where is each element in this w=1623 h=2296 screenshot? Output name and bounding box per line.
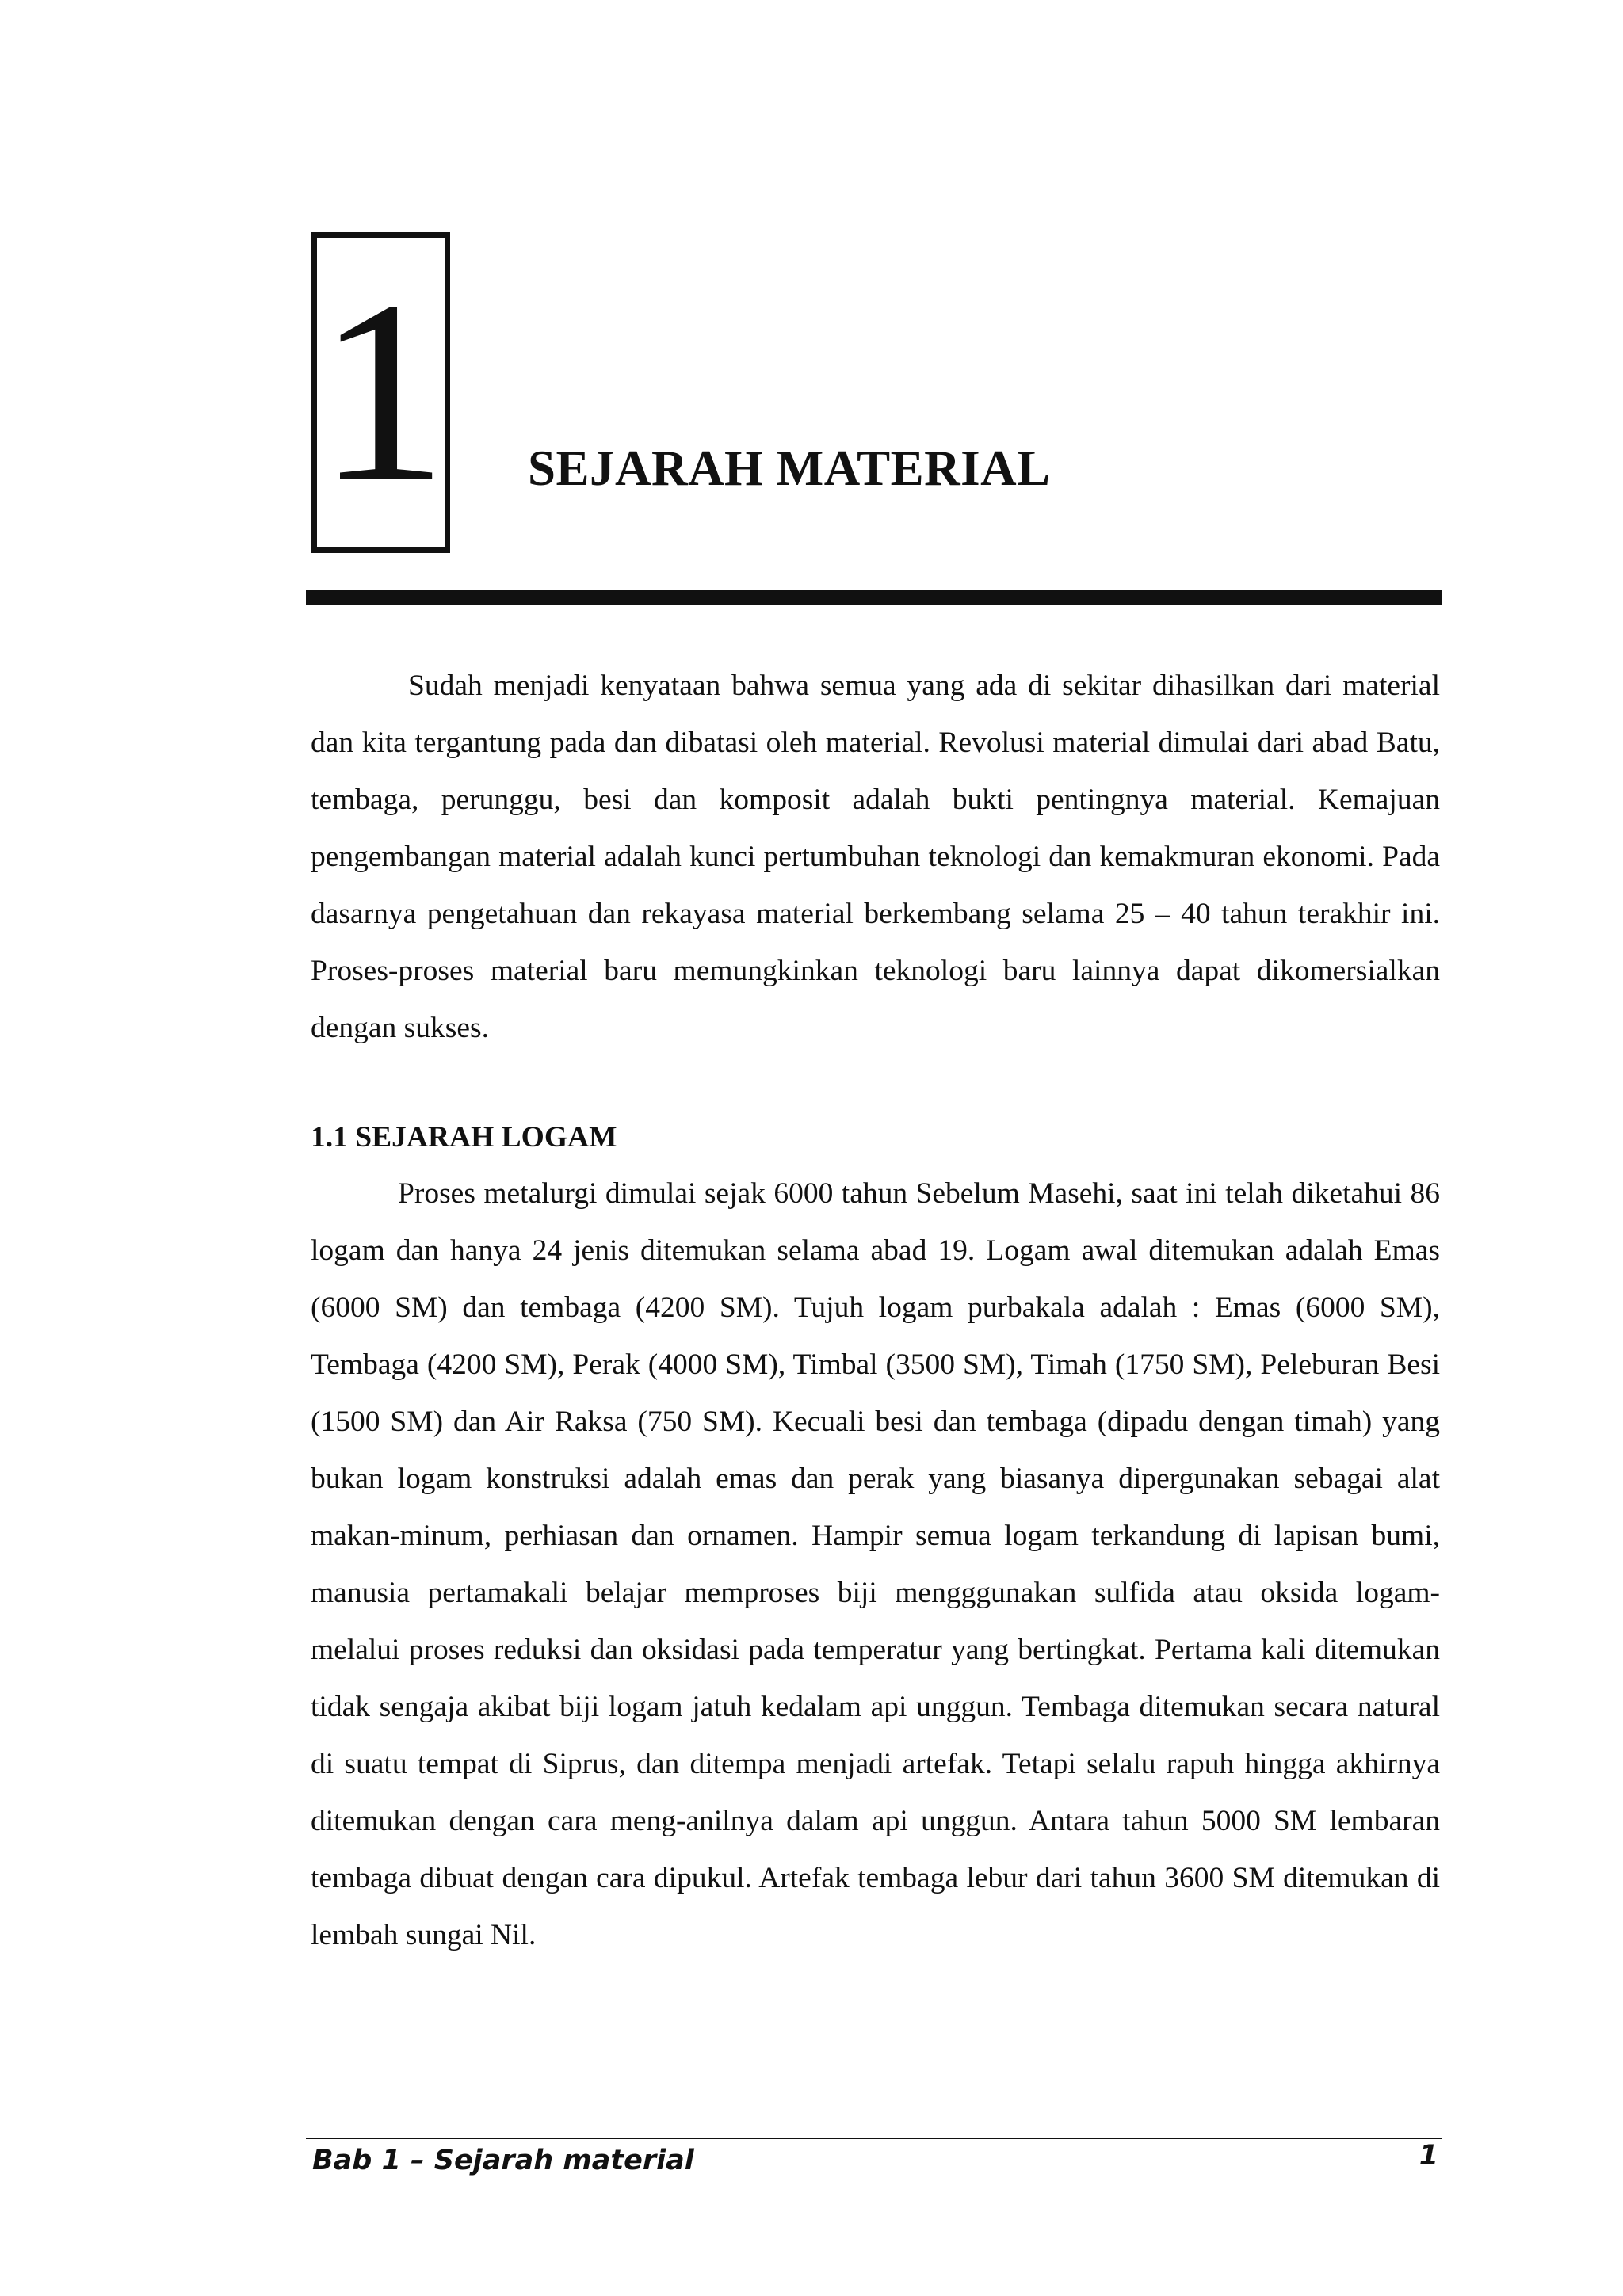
page-number: 1	[1419, 2140, 1438, 2172]
footer-chapter-label: Bab 1 – Sejarah material	[312, 2145, 694, 2176]
chapter-number: 1	[317, 247, 448, 536]
intro-paragraph: Sudah menjadi kenyataan bahwa semua yang ada di sekitar dihasilkan dari material dan kita tergantung pada dan dibatasi oleh material. Revolusi material dimulai dari abad Batu, tembaga, perunggu, besi dan komposit adalah bukti pentingnya material. Kemajuan pengembangan material adalah kunci pertumbuhan teknologi dan kemakmuran ekonomi. Pada dasarnya pengetahuan dan rekayasa material berkembang selama 25 – 40 tahun terakhir ini. Proses-proses material baru memungkinkan teknologi baru lainnya dapat dikomersialkan dengan sukses.	[311, 669, 1440, 1044]
chapter-title: SEJARAH MATERIAL	[528, 441, 1051, 496]
section-paragraph: Proses metalurgi dimulai sejak 6000 tahun Sebelum Masehi, saat ini telah diketahui 86 logam dan hanya 24 jenis ditemukan selama abad 19. Logam awal ditemukan adalah Emas (6000 SM) dan tembaga (4200 SM). Tujuh logam purbakala adalah : Emas (6000 SM), Tembaga (4200 SM), Perak (4000 SM), Timbal (3500 SM), Timah (1750 SM), Peleburan Besi (1500 SM) dan Air Raksa (750 SM). Kecuali besi dan tembaga (dipadu dengan timah) yang bukan logam konstruksi adalah emas dan perak yang biasanya dipergunakan sebagai alat makan-minum, perhiasan dan ornamen. Hampir semua logam terkandung di lapisan bumi, manusia pertamakali belajar memproses biji mengggunakan sulfida atau oksida logam- melalui proses reduksi dan oksidasi pada temperatur yang bertingkat. Pertama kali ditemukan tidak sengaja akibat biji logam jatuh kedalam api unggun. Tembaga ditemukan secara natural di suatu tempat di Siprus, dan ditempa menjadi artefak. Tetapi selalu rapuh hingga akhirnya ditemukan dengan cara meng-anilnya dalam api unggun. Antara tahun 5000 SM lembaran tembaga dibuat dengan cara dipukul. Artefak tembaga lebur dari tahun 3600 SM ditemukan di lembah sungai Nil.	[311, 1177, 1440, 1951]
footer-divider	[306, 2138, 1442, 2139]
chapter-number-box	[311, 232, 450, 553]
section-heading: 1.1 SEJARAH LOGAM	[311, 1121, 617, 1154]
title-divider	[306, 590, 1442, 605]
